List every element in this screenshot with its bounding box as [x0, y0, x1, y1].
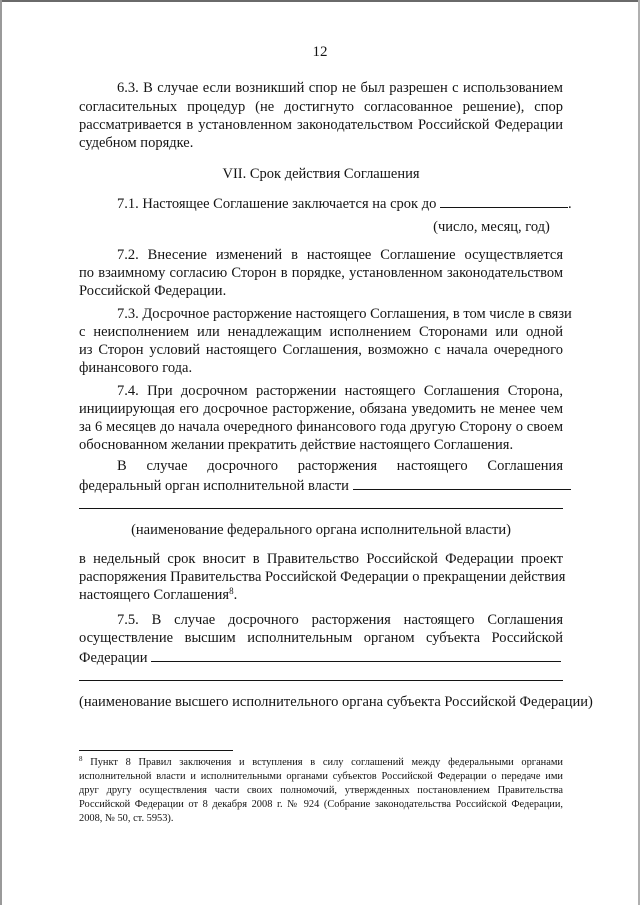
paragraph-7-5-text: Федерации: [79, 650, 148, 666]
term-date-blank: [440, 194, 568, 208]
federal-body-blank: [353, 476, 571, 490]
federal-body-caption: (наименование федерального органа исполнительной власти): [131, 522, 511, 538]
paragraph-7-3-line: финансового года.: [79, 360, 193, 376]
paragraph-7-2-line: 7.2. Внесение изменений в настоящее Соглашение осуществляется: [117, 247, 563, 263]
paragraph-7-4-line: инициирующая его досрочное расторжение, обязана уведомить не менее чем: [79, 401, 563, 417]
paragraph-6-3-line: 6.3. В случае если возникший спор не был разрешен с использованием: [117, 80, 563, 96]
paragraph-7-1-end: .: [567, 196, 572, 212]
section-heading: VII. Срок действия Соглашения: [222, 166, 420, 182]
paragraph-7-2-line: по взаимному согласию Сторон в порядке, установленном законодательством: [79, 265, 563, 281]
early-termination-text: федеральный орган исполнительной власти: [79, 478, 349, 494]
paragraph-7-5-line: 7.5. В случае досрочного расторжения настоящего Соглашения: [117, 612, 563, 628]
paragraph-7-1-text: 7.1. Настоящее Соглашение заключается на срок до: [117, 196, 437, 212]
footnote-line: [79, 756, 563, 769]
early-termination-line: в недельный срок вносит в Правительство Российской Федерации проект: [79, 551, 563, 567]
date-caption: (число, месяц, год): [433, 219, 550, 235]
scan-edge-left: [0, 0, 2, 905]
footnote-number: 8: [79, 755, 83, 763]
footnote-line: исполнительной власти и исполнительными органами субъектов Российской Федерации о передаче ими: [79, 771, 563, 782]
paragraph-7-4-line: за 6 месяцев до начала очередного финансового года другую Сторону о своем: [79, 419, 563, 435]
footnote-text: Пункт 8 Правил заключения и вступления в силу соглашений между федеральными органами: [90, 757, 563, 768]
paragraph-7-5-line: [79, 648, 563, 667]
paragraph-7-3-line: с неисполнением или ненадлежащим исполнением Сторонами или одной: [79, 324, 563, 340]
footnote-reference: 8: [229, 586, 234, 596]
paragraph-7-1: [117, 194, 572, 213]
paragraph-7-2-line: Российской Федерации.: [79, 283, 227, 299]
paragraph-7-3-line: 7.3. Досрочное расторжение настоящего Соглашения, в том числе в связи: [117, 306, 572, 322]
scan-edge-top: [0, 0, 640, 2]
paragraph-7-4-line: обоснованном желании прекратить действие настоящего Соглашения.: [79, 437, 514, 453]
regional-body-blank: [151, 648, 561, 662]
paragraph-7-3-line: из Сторон условий настоящего Соглашения, возможно с начала очередного: [79, 342, 563, 358]
early-termination-line: В случае досрочного расторжения настоящего Соглашения: [117, 458, 563, 474]
paragraph-6-3-line: рассматривается в установленном законодательством Российской Федерации: [79, 117, 563, 133]
early-termination-line: [79, 587, 563, 604]
footnote-line: Российской Федерации от 8 декабря 2008 г. № 924 (Собрание законодательства Российской Федерации,: [79, 799, 563, 810]
federal-body-name-line: [79, 508, 563, 509]
footnote-line: 2008, № 50, ст. 5953).: [79, 813, 174, 824]
paragraph-6-3-line: судебном порядке.: [79, 135, 194, 151]
regional-body-name-line: [79, 680, 563, 681]
paragraph-6-3-line: согласительных процедур (не достигнуто согласованное решение), спор: [79, 99, 563, 115]
page-number: 12: [312, 44, 328, 60]
footnote-line: друг другу осуществления части своих полномочий, утвержденных постановлением Правительства: [79, 785, 563, 796]
paragraph-7-4-line: 7.4. При досрочном расторжении настоящего Соглашения Сторона,: [117, 383, 563, 399]
early-termination-line: [79, 476, 563, 495]
regional-body-caption: (наименование высшего исполнительного органа субъекта Российской Федерации): [79, 694, 593, 710]
footnote-separator: [79, 750, 233, 751]
paragraph-7-5-line: осуществление высшим исполнительным органом субъекта Российской: [79, 630, 563, 646]
early-termination-text: настоящего Соглашения: [79, 587, 230, 603]
early-termination-line: распоряжения Правительства Российской Федерации о прекращении действия: [79, 569, 566, 585]
early-termination-end: .: [233, 587, 238, 603]
